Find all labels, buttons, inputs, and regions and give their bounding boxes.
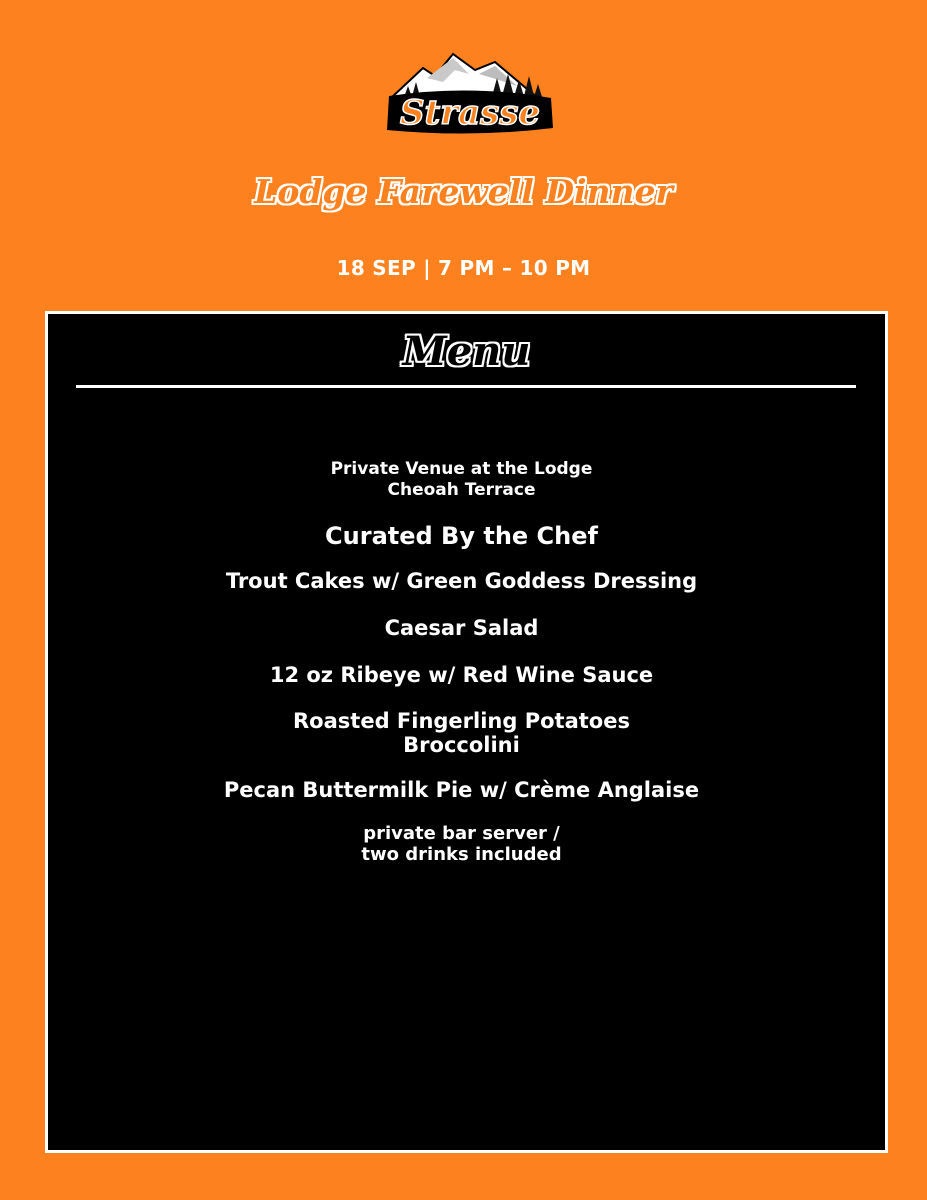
menu-item: Caesar Salad: [384, 616, 539, 640]
mountain-logo-icon: [383, 48, 557, 138]
event-date: 18 SEP | 7 PM – 10 PM: [336, 256, 591, 280]
bar-note: [48, 823, 875, 865]
menu-item: 12 oz Ribeye w/ Red Wine Sauce: [269, 663, 654, 687]
menu-heading: Menu: [402, 328, 531, 375]
logo-wordmark: Strasse: [399, 93, 541, 133]
bar-note-line: private bar server /: [363, 823, 560, 844]
menu-item: Trout Cakes w/ Green Goddess Dressing: [225, 569, 698, 593]
event-title: Lodge Farewell Dinner: [254, 172, 673, 211]
curated-heading: Curated By the Chef: [325, 522, 598, 550]
bar-note-line: two drinks included: [361, 844, 562, 865]
venue-name: Private Venue at the Lodge: [330, 459, 593, 479]
menu-panel: [45, 311, 888, 1153]
venue-block: [48, 459, 875, 501]
menu-list: [48, 459, 875, 865]
menu-item: Broccolini: [403, 733, 520, 757]
menu-item: Pecan Buttermilk Pie w/ Crème Anglaise: [223, 778, 700, 802]
venue-location: Cheoah Terrace: [387, 480, 536, 500]
menu-item-group: [48, 709, 875, 757]
strasse-logo: [383, 48, 557, 138]
menu-divider: [76, 385, 856, 388]
menu-item: Roasted Fingerling Potatoes: [293, 709, 630, 733]
